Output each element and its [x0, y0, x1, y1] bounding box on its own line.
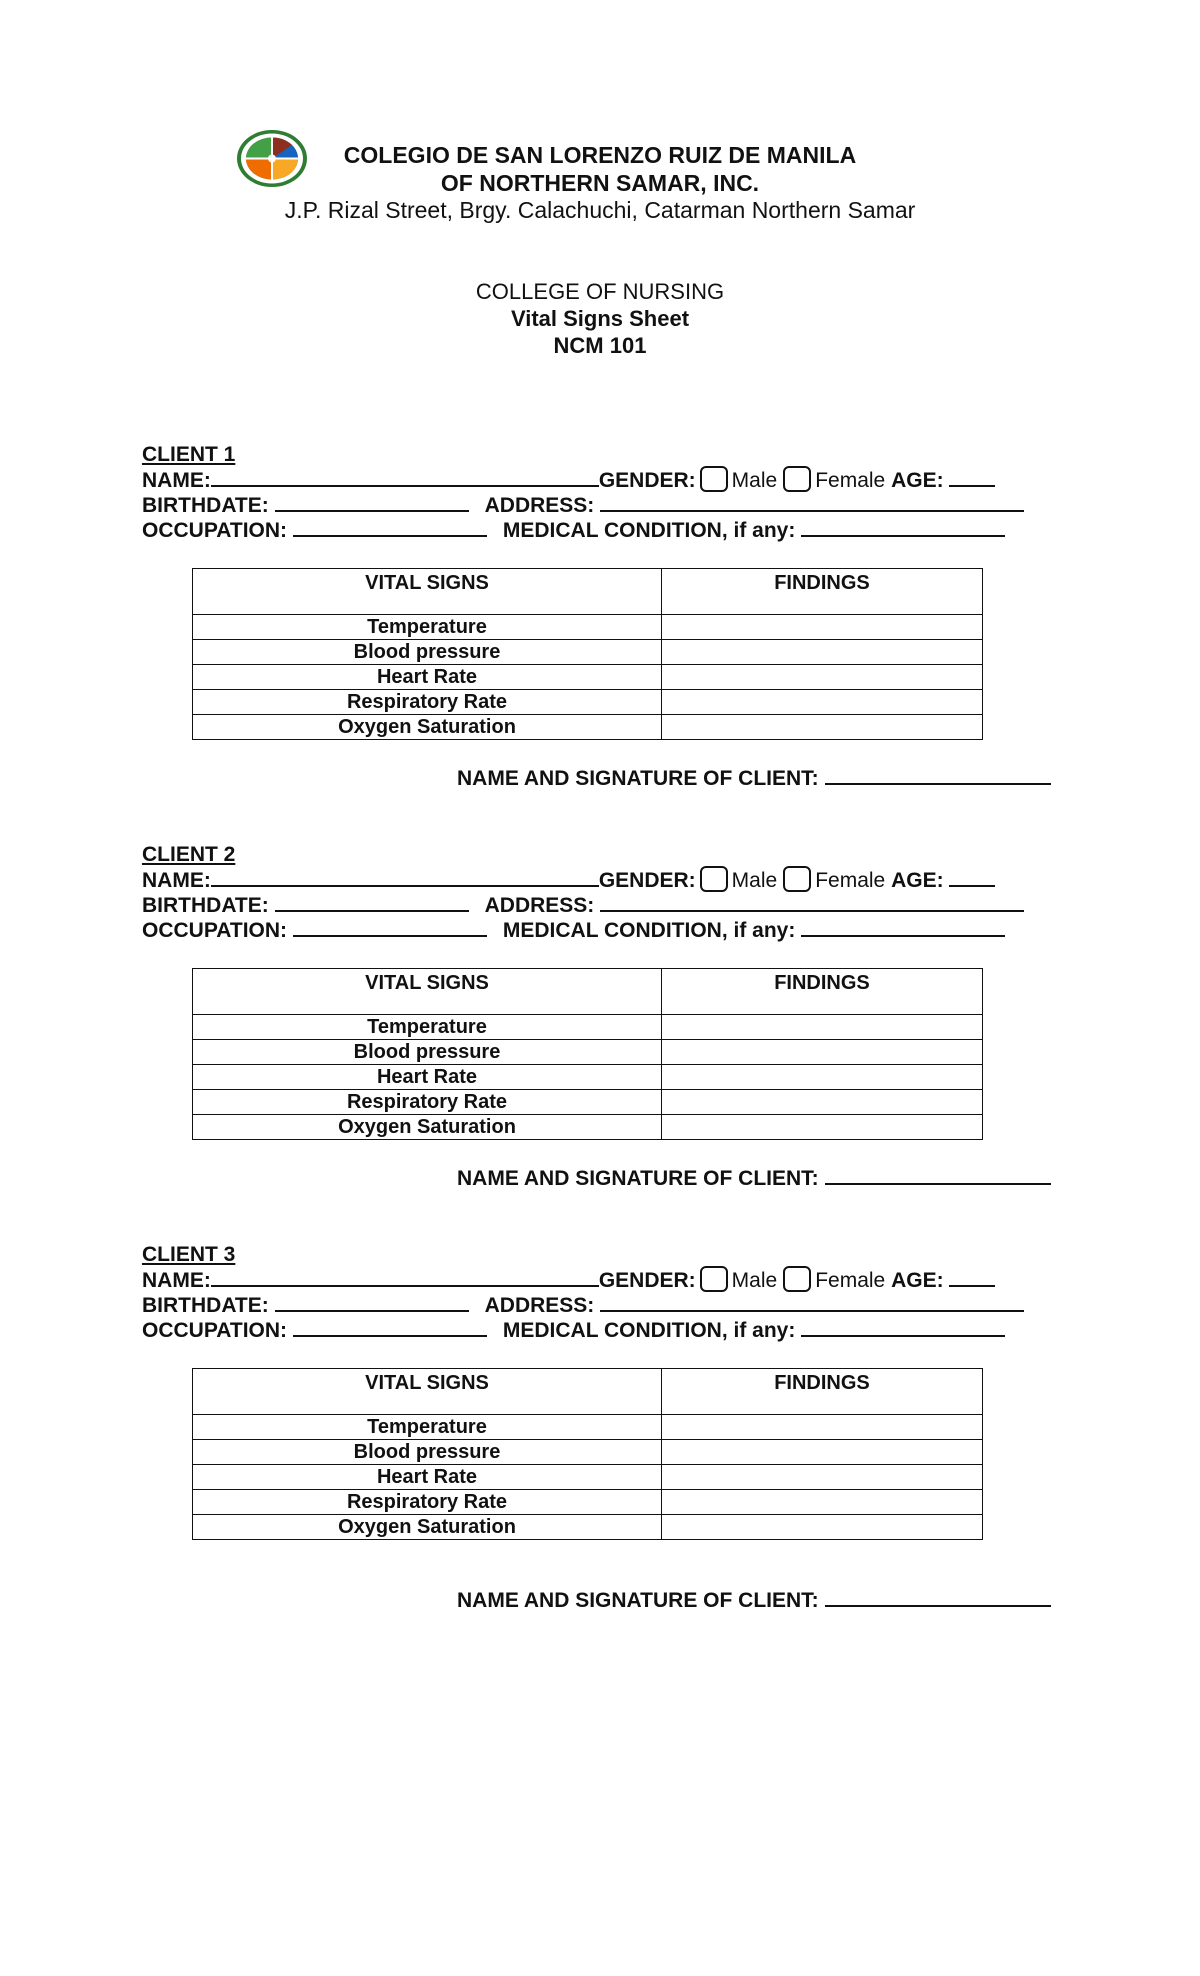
- sheet-title: Vital Signs Sheet: [510, 306, 690, 331]
- college-name: COLLEGE OF NURSING: [475, 279, 725, 304]
- address-label: ADDRESS:: [484, 894, 595, 917]
- vital-name: Temperature: [193, 1015, 662, 1040]
- age-field[interactable]: [949, 867, 995, 887]
- table-header-row: [193, 1369, 983, 1415]
- medical-condition-field[interactable]: [801, 917, 1005, 937]
- finding-cell[interactable]: [662, 1040, 983, 1065]
- vital-name: Respiratory Rate: [193, 1090, 662, 1115]
- birthdate-row: [142, 1292, 1024, 1318]
- address-label: ADDRESS:: [484, 1294, 595, 1317]
- table-row: [193, 1115, 983, 1140]
- title-block: [0, 278, 1200, 359]
- table-row: [193, 1090, 983, 1115]
- vital-name: Blood pressure: [193, 640, 662, 665]
- institution-line2: OF NORTHERN SAMAR, INC.: [440, 170, 760, 196]
- birthdate-label: BIRTHDATE:: [142, 494, 269, 517]
- signature-row: [457, 1165, 1051, 1191]
- signature-row: [457, 765, 1051, 791]
- finding-cell[interactable]: [662, 615, 983, 640]
- gender-label: GENDER:: [598, 869, 696, 892]
- address-field[interactable]: [600, 892, 1024, 912]
- occupation-row: [142, 1317, 1005, 1343]
- vital-name: Temperature: [193, 1415, 662, 1440]
- birthdate-row: [142, 892, 1024, 918]
- finding-cell[interactable]: [662, 1465, 983, 1490]
- name-label: NAME:: [142, 469, 211, 492]
- medical-condition-field[interactable]: [801, 1317, 1005, 1337]
- birthdate-field[interactable]: [275, 492, 469, 512]
- male-label: Male: [731, 469, 778, 492]
- male-checkbox[interactable]: [700, 466, 728, 492]
- female-label: Female: [815, 1269, 886, 1292]
- table-row: [193, 1515, 983, 1540]
- male-checkbox[interactable]: [700, 866, 728, 892]
- occupation-row: [142, 917, 1005, 943]
- table-header-row: [193, 969, 983, 1015]
- age-field[interactable]: [949, 467, 995, 487]
- gender-label: GENDER:: [598, 469, 696, 492]
- occupation-label: OCCUPATION:: [142, 1319, 288, 1342]
- vital-name: Heart Rate: [193, 1465, 662, 1490]
- signature-field[interactable]: [825, 1165, 1051, 1185]
- birthdate-field[interactable]: [275, 1292, 469, 1312]
- institution-name: [0, 141, 1200, 197]
- address-field[interactable]: [600, 492, 1024, 512]
- female-checkbox[interactable]: [783, 1266, 811, 1292]
- institution-line1: COLEGIO DE SAN LORENZO RUIZ DE MANILA: [343, 142, 857, 168]
- signature-label: NAME AND SIGNATURE OF CLIENT:: [457, 1589, 819, 1612]
- institution-address: J.P. Rizal Street, Brgy. Calachuchi, Catarman Northern Samar: [284, 197, 916, 223]
- finding-cell[interactable]: [662, 1090, 983, 1115]
- finding-cell[interactable]: [662, 1015, 983, 1040]
- birthdate-label: BIRTHDATE:: [142, 1294, 269, 1317]
- occupation-label: OCCUPATION:: [142, 919, 288, 942]
- age-field[interactable]: [949, 1267, 995, 1287]
- occupation-label: OCCUPATION:: [142, 519, 288, 542]
- vital-name: Heart Rate: [193, 1065, 662, 1090]
- table-row: [193, 1440, 983, 1465]
- table-row: [193, 1040, 983, 1065]
- client-title: CLIENT 1: [142, 443, 236, 466]
- name-row: [142, 867, 995, 894]
- female-label: Female: [815, 469, 886, 492]
- signature-row: [457, 1587, 1051, 1613]
- vital-name: Blood pressure: [193, 1440, 662, 1465]
- age-label: AGE:: [891, 1269, 944, 1292]
- finding-cell[interactable]: [662, 715, 983, 740]
- address-field[interactable]: [600, 1292, 1024, 1312]
- finding-cell[interactable]: [662, 1065, 983, 1090]
- table-row: [193, 1065, 983, 1090]
- client-title: CLIENT 3: [142, 1243, 236, 1266]
- address-label: ADDRESS:: [484, 494, 595, 517]
- name-field[interactable]: [211, 467, 599, 487]
- female-checkbox[interactable]: [783, 466, 811, 492]
- client-section: [0, 443, 1200, 803]
- vital-name: Oxygen Saturation: [193, 715, 662, 740]
- table-row: [193, 1465, 983, 1490]
- birthdate-row: [142, 492, 1024, 518]
- finding-cell[interactable]: [662, 1415, 983, 1440]
- vital-signs-header: VITAL SIGNS: [193, 1369, 662, 1415]
- table-row: [193, 715, 983, 740]
- occupation-field[interactable]: [293, 917, 487, 937]
- medical-condition-label: MEDICAL CONDITION, if any:: [502, 519, 796, 542]
- finding-cell[interactable]: [662, 690, 983, 715]
- male-label: Male: [731, 1269, 778, 1292]
- signature-label: NAME AND SIGNATURE OF CLIENT:: [457, 767, 819, 790]
- occupation-field[interactable]: [293, 1317, 487, 1337]
- name-row: [142, 467, 995, 494]
- female-label: Female: [815, 869, 886, 892]
- finding-cell[interactable]: [662, 1515, 983, 1540]
- findings-header: FINDINGS: [662, 969, 983, 1015]
- name-label: NAME:: [142, 869, 211, 892]
- table-row: [193, 690, 983, 715]
- vital-name: Blood pressure: [193, 1040, 662, 1065]
- female-checkbox[interactable]: [783, 866, 811, 892]
- age-label: AGE:: [891, 469, 944, 492]
- vital-name: Respiratory Rate: [193, 1490, 662, 1515]
- birthdate-label: BIRTHDATE:: [142, 894, 269, 917]
- signature-label: NAME AND SIGNATURE OF CLIENT:: [457, 1167, 819, 1190]
- gender-label: GENDER:: [598, 1269, 696, 1292]
- vital-signs-table: [192, 1368, 983, 1540]
- finding-cell[interactable]: [662, 665, 983, 690]
- client-section: [0, 843, 1200, 1203]
- signature-field[interactable]: [825, 765, 1051, 785]
- client-section: [0, 1243, 1200, 1612]
- finding-cell[interactable]: [662, 1440, 983, 1465]
- signature-field[interactable]: [825, 1587, 1051, 1607]
- name-row: [142, 1267, 995, 1294]
- findings-header: FINDINGS: [662, 569, 983, 615]
- finding-cell[interactable]: [662, 1115, 983, 1140]
- vital-name: Respiratory Rate: [193, 690, 662, 715]
- table-row: [193, 665, 983, 690]
- findings-header: FINDINGS: [662, 1369, 983, 1415]
- vital-name: Oxygen Saturation: [193, 1515, 662, 1540]
- table-row: [193, 615, 983, 640]
- name-label: NAME:: [142, 1269, 211, 1292]
- table-row: [193, 1415, 983, 1440]
- vital-signs-table: [192, 968, 983, 1140]
- occupation-row: [142, 517, 1005, 543]
- vital-name: Temperature: [193, 615, 662, 640]
- medical-condition-label: MEDICAL CONDITION, if any:: [502, 1319, 796, 1342]
- table-header-row: [193, 569, 983, 615]
- vital-name: Oxygen Saturation: [193, 1115, 662, 1140]
- table-row: [193, 1015, 983, 1040]
- age-label: AGE:: [891, 869, 944, 892]
- name-field[interactable]: [211, 867, 599, 887]
- table-row: [193, 1490, 983, 1515]
- occupation-field[interactable]: [293, 517, 487, 537]
- male-checkbox[interactable]: [700, 1266, 728, 1292]
- birthdate-field[interactable]: [275, 892, 469, 912]
- male-label: Male: [731, 869, 778, 892]
- vital-signs-header: VITAL SIGNS: [193, 969, 662, 1015]
- client-title: CLIENT 2: [142, 843, 236, 866]
- finding-cell[interactable]: [662, 640, 983, 665]
- finding-cell[interactable]: [662, 1490, 983, 1515]
- course-code: NCM 101: [553, 333, 647, 358]
- name-field[interactable]: [211, 1267, 599, 1287]
- medical-condition-label: MEDICAL CONDITION, if any:: [502, 919, 796, 942]
- vital-name: Heart Rate: [193, 665, 662, 690]
- medical-condition-field[interactable]: [801, 517, 1005, 537]
- vital-signs-header: VITAL SIGNS: [193, 569, 662, 615]
- vital-signs-table: [192, 568, 983, 740]
- table-row: [193, 640, 983, 665]
